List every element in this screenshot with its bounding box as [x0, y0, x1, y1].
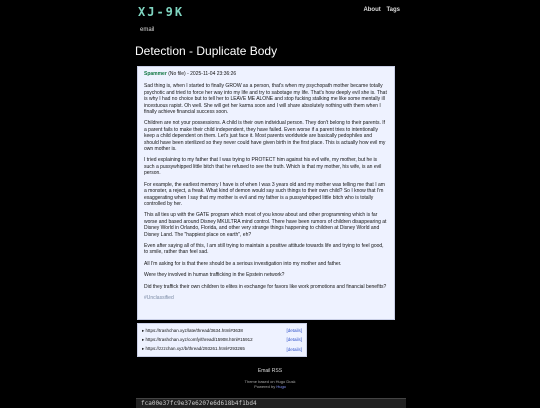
- details-link[interactable]: [details]: [286, 346, 302, 352]
- footer-rss-links[interactable]: Email RSS: [257, 368, 283, 374]
- site-logo[interactable]: XJ-9K: [138, 5, 185, 19]
- post-paragraph: Children are not your possessions. A child is their own individual person. They don't belong to their parents. If a parent fails to make their child independent, they have failed. Even worse if a parent tries to intentionally keep a child dependent on them. Let's just face it. Most parents worldwide are basically pedophiles and should have been sterilized so they never could have given birth in the first place. This is actually how evil my own mother is.: [144, 120, 386, 153]
- post-paragraph: Did they traffick their own children to elites in exchange for favors like work promotions and financial benefits?: [144, 283, 387, 290]
- post-paragraph: For example, the earliest memory I have is of when I was 3 years old and my mother was telling me that I am a monster, a reject, a freak. What kind of demon would say such things to their own child? So I know that I'm exaggerating when I say that my mother is evil and my father is a pussywhipped little bitch who is totally controlled by her.: [144, 181, 385, 207]
- email-link[interactable]: email: [140, 27, 155, 33]
- powered-by: Powered by Hugo: [254, 384, 286, 389]
- post-file: (No file): [168, 71, 186, 77]
- theme-credit: Theme based on Hugo Dusk: [244, 379, 296, 384]
- hash-bar: fca00e37fc9e37e6207e6d618b4f1bd4: [136, 398, 406, 408]
- reference-list: [137, 323, 307, 357]
- top-nav: [359, 7, 400, 13]
- post-card: [137, 66, 395, 320]
- post-paragraph: All I'm asking for is that there should be a serious investigation into my mother and father.: [144, 260, 342, 267]
- reference-url[interactable]: ▸ https://trashchan.xyz/late/thread/3634.html#3638: [142, 327, 243, 333]
- nav-about-link[interactable]: About: [363, 7, 381, 13]
- post-paragraph: I tried explaining to my father that I was trying to PROTECT him against his evil wife, my mother, but he is such a pussywhipped little bitch that he refused to see the truth. Which is that my mother, his wife, is an evil person.: [144, 157, 382, 177]
- footer-credits: [0, 379, 540, 389]
- post-paragraph: Were they involved in human trafficking in the Epstein network?: [144, 272, 285, 279]
- post-paragraph: This all ties up with the GATE program which most of you know about and other programming which is far worse and based around Disney MKULTRA mind control. There have been rumors of children disappearing at Disney World in Orlando, Florida, and other very strange things happening to children at Disney World and Disney Land. The "happiest place on earth", eh?: [144, 212, 387, 238]
- reference-url[interactable]: ▸ https://zzzchan.xyz/b/thread/293261.html#293265: [142, 346, 245, 352]
- reference-url[interactable]: ▸ https://trashchan.xyz/comfy/thread/15908.html#15912: [142, 336, 253, 342]
- reference-item: [142, 345, 302, 354]
- poster-name: Spammer: [144, 71, 167, 77]
- details-link[interactable]: [details]: [286, 337, 302, 343]
- hugo-link[interactable]: Hugo: [276, 384, 286, 389]
- nav-tags-link[interactable]: Tags: [386, 7, 400, 13]
- post-header: [144, 71, 388, 77]
- post-date: - 2025-11-04 23:36:26: [187, 71, 237, 77]
- details-link[interactable]: [details]: [286, 328, 302, 334]
- reference-item: [142, 326, 302, 335]
- reference-item: [142, 335, 302, 344]
- post-tag[interactable]: #Unclassified: [144, 294, 174, 301]
- page-title: Detection - Duplicate Body: [135, 44, 278, 58]
- post-paragraph: Sad thing is, when I started to finally GROW as a person, that's when my psychopath mother became totally psychotic and tried to force her way into my life and try to sabotage my life. That's how deeply evil she is. That is why I had no choice but to tell her to LEAVE ME ALONE and stop fucking stalking me like some mentally ill incestuous rapist. Oh well. She will get her karma soon and I will share absolutely nothing with them when I finally achieve financial success soon.: [144, 83, 387, 116]
- post-paragraph: Even after saying all of this, I am still trying to maintain a positive attitude towards life and trying to feel good, to smile, rather than feel sad.: [144, 242, 384, 256]
